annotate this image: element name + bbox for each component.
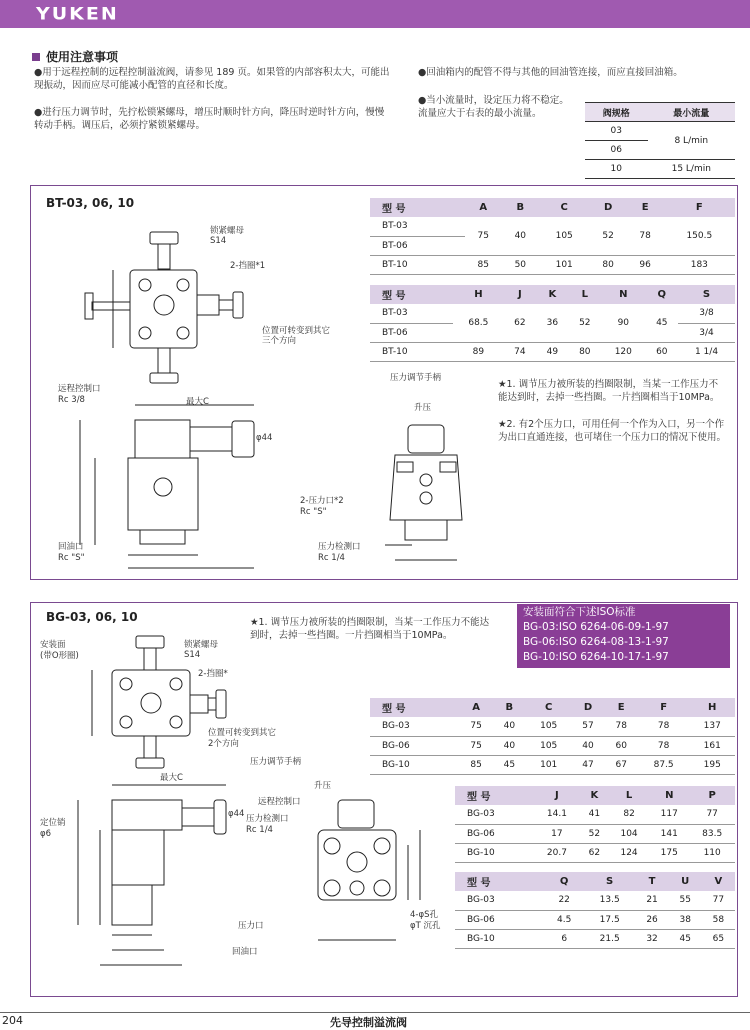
footer-title: 先导控制溢流阀 [330, 1016, 407, 1029]
bt-label-d44: φ44 [256, 433, 273, 443]
bt-label-nut: 锁紧螺母 S14 [210, 226, 245, 246]
section-title: 使用注意事项 [32, 48, 118, 65]
bt-label-tank: 回油口 Rc "S" [58, 542, 85, 563]
bg-label-remote: 远程控制口 [258, 797, 301, 807]
note-right-2: ●当小流量时，设定压力将不稳定。流量应大于右表的最小流量。 [418, 95, 569, 119]
bt-table-1: 型 号 A B C D E F BT-03 75 40 105 52 78 150.5 BT-06 BT-10 85 50 101 80 96 183 [370, 198, 735, 275]
bg-label-pin: 定位销 φ6 [40, 818, 66, 839]
bg-label-nut: 锁紧螺母 S14 [184, 640, 219, 660]
bg-table-1: 型 号 A B C D E F H BG-03 75 40 105 57 78 78 137 BG-06 75 40 105 40 60 78 161 BG-10 85 45 101 47 67 87.5 195 [370, 698, 735, 775]
bg-label-mount: 安装面 (带O形圈) [40, 640, 79, 661]
bt-table-2: 型 号 H J K L N Q S BT-03 68.5 62 36 52 90 45 3/8 BT-06 3/4 BT-10 89 74 49 80 120 60 1 1/4 [370, 285, 735, 362]
bt-label-handle: 压力调节手柄 [390, 373, 442, 383]
header-bar [0, 0, 750, 28]
bg-label-pos: 位置可转变到其它 2个方向 [208, 728, 277, 749]
bt-remark-1: ★1. 调节压力被所装的挡圈限制，当某一工作压力不能达到时，去掉一些挡圈。一片挡圈相当于10MPa。 [498, 379, 720, 403]
bt-label-gauge: 压力检测口 Rc 1/4 [318, 542, 361, 563]
bt-label-ring: 2-挡圈*1 [230, 261, 266, 271]
bg-label-maxc: 最大C [160, 773, 183, 783]
bg-remark: ★1. 调节压力被所装的挡圈限制，当某一工作压力不能达到时，去掉一些挡圈。一片挡圈相当于10MPa。 [250, 617, 490, 641]
iso-line-2: BG-06:ISO 6264-08-13-1-97 [523, 636, 669, 648]
bt-remark-2: ★2. 有2个压力口，可用任何一个作为入口，另一个作为出口直通连接，也可堵住一个压力口的情况下使用。 [498, 419, 727, 443]
bt-label-pos: 位置可转变到其它 三个方向 [262, 326, 331, 346]
bg-label-handle: 压力调节手柄 [250, 757, 302, 767]
iso-standard-box [517, 604, 730, 668]
bg-label-up: 升压 [314, 781, 332, 791]
bg-table-3: 型 号 Q S T U V BG-03 22 13.5 21 55 77 BG-06 4.5 17.5 26 38 58 BG-10 6 21.5 32 45 65 [455, 872, 735, 949]
bt-label-maxc: 最大C [186, 397, 209, 407]
footer [0, 1012, 750, 1029]
bg-label-tank: 回油口 [232, 947, 258, 957]
bg-label-holes: 4-φS孔 φT 沉孔 [410, 910, 441, 931]
bg-label-d44: φ44 [228, 809, 245, 819]
yuken-logo: YUKEN [36, 4, 119, 24]
bt-label-remote: 远程控制口 Rc 3/8 [58, 384, 101, 405]
bg-title: BG-03, 06, 10 [46, 610, 138, 624]
iso-title: 安装面符合下述ISO标准 [523, 606, 636, 618]
bg-label-ring: 2-挡圈* [198, 669, 228, 679]
bt-label-up: 升压 [414, 403, 432, 413]
page-number: 204 [2, 1014, 23, 1027]
bg-label-press: 压力口 [238, 921, 264, 931]
flow-table: 阀规格 最小流量 03 8 L/min 06 10 15 L/min [585, 102, 735, 179]
bg-label-gauge: 压力检测口 Rc 1/4 [246, 814, 289, 835]
iso-line-3: BG-10:ISO 6264-10-17-1-97 [523, 651, 669, 663]
note-left-1: ●用于远程控制的远程控制溢流阀，请参见 189 页。如果管的内部容积太大，可能出现振动，因而应尽可能减小配管的直径和长度。 [34, 67, 390, 91]
iso-line-1: BG-03:ISO 6264-06-09-1-97 [523, 621, 669, 633]
bt-label-p2: 2-压力口*2 Rc "S" [300, 496, 344, 517]
bt-title: BT-03, 06, 10 [46, 196, 135, 210]
bg-table-2: 型 号 J K L N P BG-03 14.1 41 82 117 77 BG-06 17 52 104 141 83.5 BG-10 20.7 62 124 175 110 [455, 786, 735, 863]
note-left-2: ●进行压力调节时，先拧松锁紧螺母，增压时顺时针方向，降压时逆时针方向，慢慢转动手柄。调压后，必须拧紧锁紧螺母。 [34, 107, 385, 131]
note-right-1: ●回油箱内的配管不得与其他的回油管连接，而应直接回油箱。 [418, 67, 683, 78]
